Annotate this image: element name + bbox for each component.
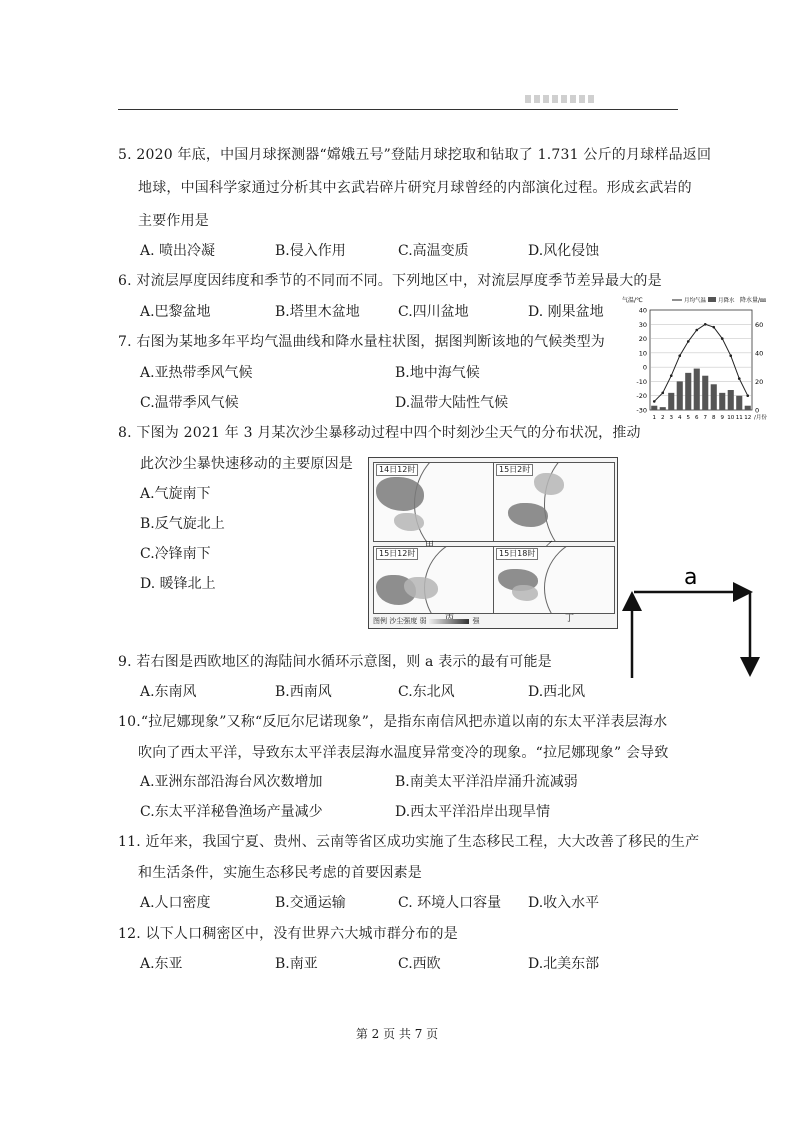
legend-temp-label: 月均气温 <box>684 298 707 304</box>
question-6-option[interactable]: D. 刚果盆地 <box>528 304 604 320</box>
temperature-point <box>678 354 681 357</box>
month-label: 9 <box>720 415 724 421</box>
question-11-text-line: 11. 近年来，我国宁夏、贵州、云南等省区成功实施了生态移民工程，大大改善了移民的生产 <box>118 834 700 850</box>
month-label: 1 <box>652 415 656 421</box>
plot-frame <box>650 310 752 410</box>
precip-bar <box>745 406 751 410</box>
left-tick-label: -30 <box>636 406 647 415</box>
precip-bar <box>711 384 717 410</box>
sandstorm-map <box>368 457 618 629</box>
question-5-option[interactable]: A. 喷出冷凝 <box>140 243 216 259</box>
question-11-option[interactable]: B.交通运输 <box>275 895 346 911</box>
temperature-point <box>704 323 707 326</box>
question-10-option[interactable]: D.西太平洋沿岸出现旱情 <box>395 804 551 820</box>
question-9-option[interactable]: D.西北风 <box>528 684 586 700</box>
temperature-point <box>670 374 673 377</box>
month-label: 8 <box>712 415 716 421</box>
question-12-option[interactable]: C.西欧 <box>398 956 441 972</box>
temperature-point <box>729 354 732 357</box>
precip-bar <box>719 393 725 410</box>
legend-text: 沙尘强度 <box>389 617 418 625</box>
month-label: 6 <box>695 415 699 421</box>
map-panel-4 <box>493 546 615 614</box>
precip-bar <box>668 393 674 410</box>
right-tick-label: 60 <box>755 320 764 329</box>
question-9-option[interactable]: C.东北风 <box>398 684 455 700</box>
question-10-option[interactable]: C.东太平洋秘鲁渔场产量减少 <box>140 804 323 820</box>
question-8-option[interactable]: A.气旋南下 <box>140 486 211 502</box>
panel-time-label: 15日18时 <box>496 548 538 560</box>
question-11-option[interactable]: C. 环境人口容量 <box>398 895 502 911</box>
question-5-option[interactable]: D.风化侵蚀 <box>528 243 600 259</box>
legend-weak: 弱 <box>419 617 427 625</box>
question-7-option[interactable]: A.亚热带季风气候 <box>140 365 253 381</box>
left-tick-label: -10 <box>636 377 647 386</box>
question-10-text-line: 10.“拉尼娜现象”又称“反厄尔尼诺现象”，是指东南信风把赤道以南的东太平洋表层海水 <box>118 714 668 730</box>
question-6-text-line: 6. 对流层厚度因纬度和季节的不同而不同。下列地区中，对流层厚度季节差异最大的是 <box>118 273 662 289</box>
question-7-option[interactable]: C.温带季风气候 <box>140 395 239 411</box>
question-12-option[interactable]: B.南亚 <box>275 956 318 972</box>
left-tick-label: 40 <box>638 306 647 315</box>
question-8-option[interactable]: B.反气旋北上 <box>140 516 225 532</box>
label-a: a <box>684 565 698 590</box>
panel-label-ding: 丁 <box>565 614 575 624</box>
temperature-point <box>661 392 664 395</box>
question-5-option[interactable]: C.高温变质 <box>398 243 469 259</box>
month-label: 12 <box>744 415 752 421</box>
temperature-point <box>695 329 698 332</box>
precip-bar <box>702 376 708 410</box>
question-9-text-line: 9. 若右图是西欧地区的海陆间水循环示意图，则 a 表示的最有可能是 <box>118 654 552 670</box>
question-11-option[interactable]: A.人口密度 <box>140 895 211 911</box>
left-tick-label: 10 <box>638 349 647 358</box>
precip-bar <box>677 381 683 410</box>
question-5-text-line: 5. 2020 年底，中国月球探测器“嫦娥五号”登陆月球挖取和钻取了 1.731 公斤的月球样品返回 <box>118 147 712 163</box>
precip-bar <box>685 373 691 410</box>
climate-chart <box>620 292 770 430</box>
question-8-text-line: 8. 下图为 2021 年 3 月某次沙尘暴移动过程中四个时刻沙尘天气的分布状况，推动 <box>118 425 641 441</box>
temperature-point <box>738 377 741 380</box>
question-5-text-line: 主要作用是 <box>138 213 209 229</box>
month-label: 5 <box>686 415 690 421</box>
right-tick-label: 40 <box>755 349 764 358</box>
question-8-option[interactable]: C.冷锋南下 <box>140 546 211 562</box>
right-axis-title: 降水量/㎜ <box>740 297 767 304</box>
map-legend <box>373 616 479 626</box>
question-8-option[interactable]: D. 暖锋北上 <box>140 576 216 592</box>
water-cycle-diagram <box>622 560 762 685</box>
left-tick-label: -20 <box>636 392 647 401</box>
temperature-point <box>721 337 724 340</box>
temperature-point <box>687 340 690 343</box>
precip-bar <box>651 406 657 410</box>
panel-time-label: 14日12时 <box>376 464 418 476</box>
header-rule <box>118 109 678 110</box>
question-7-option[interactable]: D.温带大陆性气候 <box>395 395 509 411</box>
month-label: 2 <box>661 415 665 421</box>
legend-title: 图例 <box>373 617 387 625</box>
precip-bar <box>728 390 734 410</box>
question-7-option[interactable]: B.地中海气候 <box>395 365 480 381</box>
precip-bar <box>694 369 700 410</box>
month-label: 7 <box>703 415 707 421</box>
month-label: 3 <box>669 415 673 421</box>
legend-gradient <box>429 619 469 624</box>
precip-bar <box>736 396 742 410</box>
question-12-option[interactable]: D.北美东部 <box>528 956 600 972</box>
month-unit: /月份 <box>754 415 767 421</box>
question-6-option[interactable]: B.塔里木盆地 <box>275 304 360 320</box>
right-tick-label: 20 <box>755 377 764 386</box>
panel-time-label: 15日12时 <box>376 548 418 560</box>
question-10-text-line: 吹向了西太平洋，导致东太平洋表层海水温度异常变冷的现象。“拉尼娜现象” 会导致 <box>138 745 669 761</box>
temperature-curve <box>654 324 748 401</box>
question-7-text-line: 7. 右图为某地多年平均气温曲线和降水量柱状图，据图判断该地的气候类型为 <box>118 334 606 350</box>
question-5-text-line: 地球，中国科学家通过分析其中玄武岩碎片研究月球曾经的内部演化过程。形成玄武岩的 <box>138 180 692 196</box>
question-8-text-line: 此次沙尘暴快速移动的主要原因是 <box>140 456 353 472</box>
page-footer: 第 2 页 共 7 页 <box>355 1027 439 1041</box>
left-tick-label: 20 <box>638 335 647 344</box>
temperature-point <box>712 326 715 329</box>
question-12-text-line: 12. 以下人口稠密区中，没有世界六大城市群分布的是 <box>118 926 458 942</box>
question-9-option[interactable]: A.东南风 <box>140 684 197 700</box>
right-tick-label: 0 <box>755 406 760 415</box>
temperature-point <box>653 400 656 403</box>
question-10-option[interactable]: B.南美太平洋沿岸涌升流减弱 <box>395 774 578 790</box>
left-axis-title: 气温/℃ <box>622 297 643 304</box>
question-6-option[interactable]: A.巴黎盆地 <box>140 304 211 320</box>
left-tick-label: 0 <box>642 363 647 372</box>
question-6-option[interactable]: C.四川盆地 <box>398 304 469 320</box>
panel-time-label: 15日2时 <box>496 464 533 476</box>
question-11-option[interactable]: D.收入水平 <box>528 895 600 911</box>
month-label: 10 <box>727 415 735 421</box>
precip-bar <box>660 407 666 410</box>
question-11-text-line: 和生活条件，实施生态移民考虑的首要因素是 <box>138 865 422 881</box>
temperature-point <box>746 394 749 397</box>
question-12-option[interactable]: A.东亚 <box>140 956 183 972</box>
question-10-option[interactable]: A.亚洲东部沿海台风次数增加 <box>140 774 323 790</box>
legend-precip-swatch <box>708 297 716 302</box>
legend-precip-label: 月降水 <box>718 298 735 304</box>
question-5-option[interactable]: B.侵入作用 <box>275 243 346 259</box>
map-panel-2 <box>493 462 615 542</box>
map-panel-3 <box>373 546 495 614</box>
legend-strong: 强 <box>472 617 480 625</box>
month-label: 4 <box>678 415 682 421</box>
month-label: 11 <box>735 415 743 421</box>
left-tick-label: 30 <box>638 320 647 329</box>
map-panel-1 <box>373 462 495 542</box>
question-9-option[interactable]: B.西南风 <box>275 684 332 700</box>
header-faded-text <box>525 95 595 103</box>
